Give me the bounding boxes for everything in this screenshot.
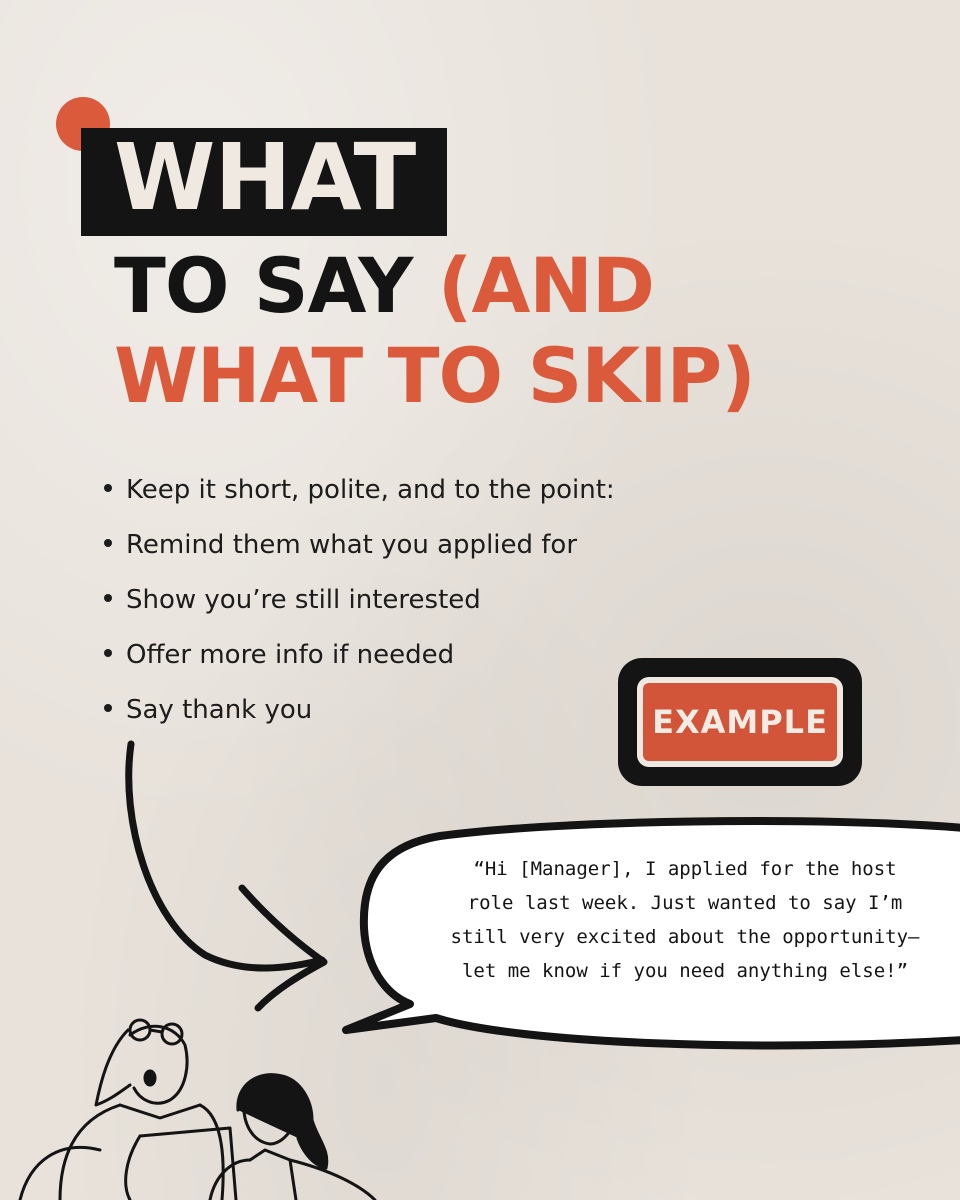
- title-line-2-accent: (AND: [437, 241, 654, 330]
- arrow-head-icon: [242, 888, 324, 1008]
- people-illustration-icon: [20, 1020, 375, 1200]
- example-quote: “Hi [Manager], I applied for the host role last week. Just wanted to say I’m still very excited about the opportunity—let me know if you need anything else!”: [450, 858, 920, 982]
- list-item: Offer more info if needed: [104, 637, 615, 692]
- list-item: Keep it short, polite, and to the point:: [104, 472, 615, 527]
- title-line-3: WHAT TO SKIP): [114, 331, 755, 420]
- title-line-2-dark: TO SAY: [114, 241, 413, 330]
- list-item: Remind them what you applied for: [104, 527, 615, 582]
- example-badge: EXAMPLE: [643, 683, 837, 761]
- list-item: Show you’re still interested: [104, 582, 615, 637]
- title-line-1: WHAT: [114, 124, 416, 231]
- list-item: Say thank you: [104, 692, 615, 747]
